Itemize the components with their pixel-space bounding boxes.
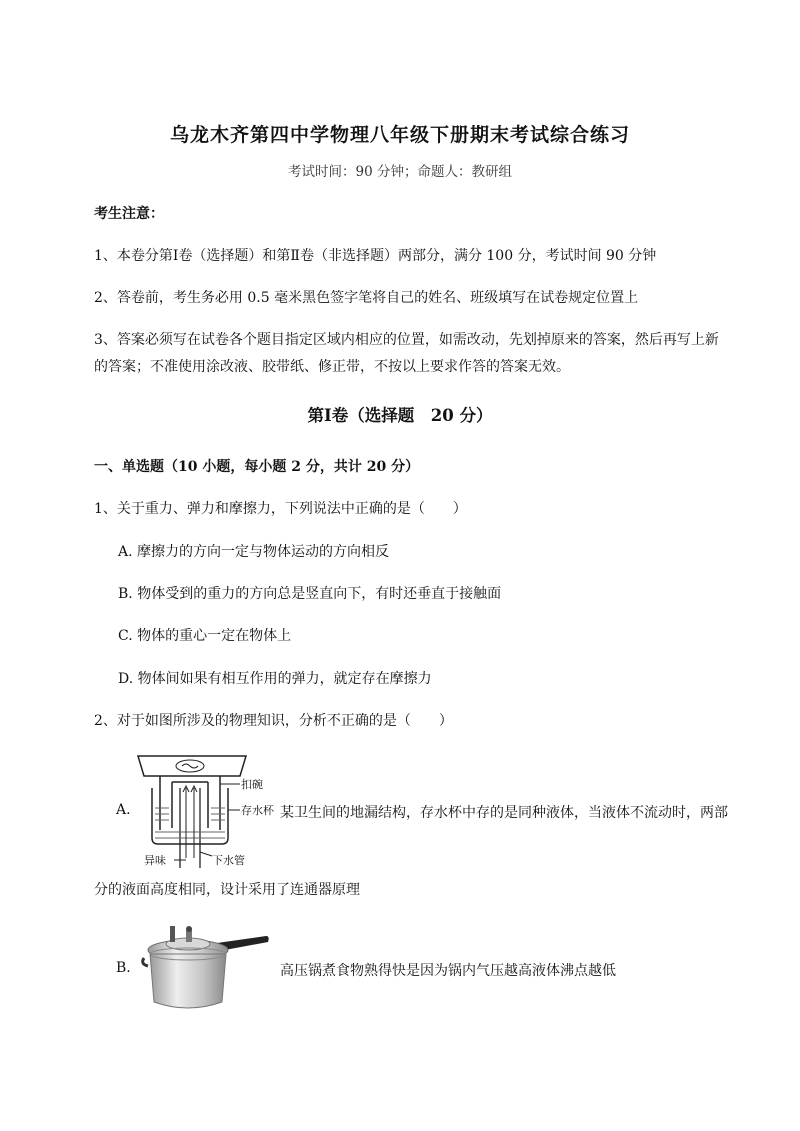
label-cup: 存水杯 (241, 804, 274, 817)
label-drain: 下水管 (212, 854, 245, 867)
q2-option-a-text: 某卫生间的地漏结构，存水杯中存的是同种液体，当液体不流动时，两部 (280, 805, 728, 821)
q2-stem: 2、对于如图所涉及的物理知识，分析不正确的是（ ） (94, 713, 453, 729)
page-title: 乌龙木齐第四中学物理八年级下册期末考试综合练习 (169, 124, 630, 146)
label-odor: 异味 (144, 854, 166, 867)
floor-drain-figure (128, 748, 288, 870)
q2-option-a-cont: 分的液面高度相同，设计采用了连通器原理 (94, 882, 360, 898)
notice-item-2: 2、答卷前，考生务必用 0.5 毫米黑色签字笔将自己的姓名、班级填写在试卷规定位置上 (94, 290, 639, 306)
q1-option-a: A. 摩擦力的方向一定与物体运动的方向相反 (118, 544, 390, 560)
notice-heading: 考生注意： (94, 206, 164, 222)
q2-option-a-letter: A. (116, 802, 131, 818)
q1-option-c: C. 物体的重心一定在物体上 (118, 628, 292, 644)
notice-item-3-cont: 的答案；不准使用涂改液、胶带纸、修正带，不按以上要求作答的答案无效。 (94, 359, 570, 375)
label-bowl: 扣碗 (241, 778, 263, 791)
exam-info: 考试时间：90 分钟；命题人：教研组 (288, 164, 512, 180)
q1-option-b: B. 物体受到的重力的方向总是竖直向下，有时还垂直于接触面 (118, 586, 502, 602)
notice-item-3: 3、答案必须写在试卷各个题目指定区域内相应的位置，如需改动，先划掉原来的答案，然后再写上新 (94, 332, 719, 348)
q2-option-b-letter: B. (116, 960, 131, 976)
q1-option-d: D. 物体间如果有相互作用的弹力，就定存在摩擦力 (118, 671, 432, 687)
q2-option-b-text: 高压锅煮食物熟得快是因为锅内气压越高液体沸点越低 (280, 963, 616, 979)
pressure-cooker-figure (140, 918, 272, 1014)
part-heading: 一、单选题（10 小题，每小题 2 分，共计 20 分） (94, 459, 420, 475)
notice-item-1: 1、本卷分第Ⅰ卷（选择题）和第Ⅱ卷（非选择题）两部分，满分 100 分，考试时间 90 分钟 (94, 248, 657, 264)
q1-stem: 1、关于重力、弹力和摩擦力，下列说法中正确的是（ ） (94, 501, 467, 517)
section-title: 第Ⅰ卷（选择题 20 分） (307, 406, 493, 425)
